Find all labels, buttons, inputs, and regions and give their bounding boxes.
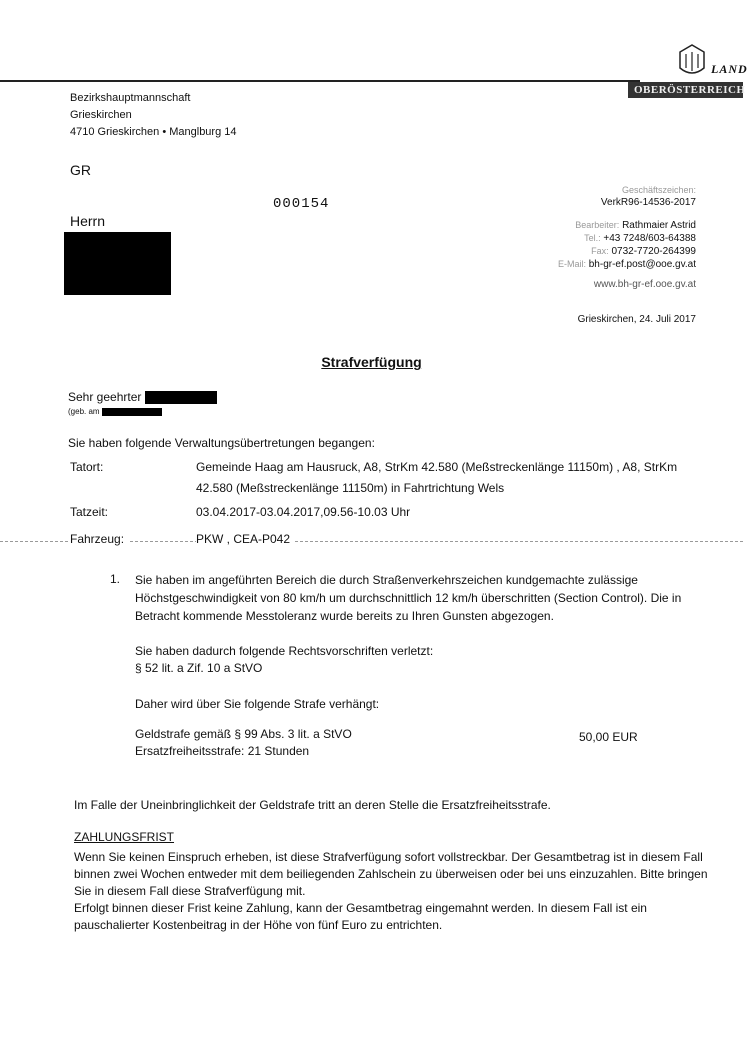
tatzeit-value: 03.04.2017-03.04.2017,09.56-10.03 Uhr [196, 505, 411, 519]
fax-line [558, 245, 696, 258]
payment-text-2: Erfolgt binnen dieser Frist keine Zahlung, kann der Gesamtbetrag eingemahnt werden. In diesem Fall ist ein pauschalierter Kostenbeitrag in der Höhe von fünf Euro zu entrichten. [74, 901, 647, 932]
fax-value: 0732-7720-264399 [611, 246, 696, 257]
intro-text: Sie haben folgende Verwaltungsübertretungen begangen: [68, 436, 375, 450]
editor-value: Rathmaier Astrid [622, 220, 696, 231]
website: www.bh-gr-ef.ooe.gv.at [593, 279, 696, 290]
email-line [558, 258, 696, 271]
sender-line-3: 4710 Grieskirchen • Manglburg 14 [70, 126, 237, 138]
fahrzeug-value: PKW , CEA-P042 [196, 529, 294, 550]
email-label: E-Mail: [557, 259, 586, 269]
reference-block [601, 184, 696, 209]
letter-date: Grieskirchen, 24. Juli 2017 [577, 314, 696, 325]
greeting-text: Sehr geehrter [68, 390, 142, 404]
substitute-penalty: Ersatzfreiheitsstrafe: 21 Stunden [135, 744, 310, 758]
tel-value: +43 7248/603-64388 [603, 233, 696, 244]
tatort-value: Gemeinde Haag am Hausruck, A8, StrKm 42.580 (Meßstreckenlänge 11150m) , A8, StrKm 42.580 (Meßstreckenlänge 11150m) in Fahrtrichtung Wels [196, 460, 678, 495]
editor-line [558, 219, 696, 232]
logo-text: LAND [711, 62, 748, 76]
document-title: Strafverfügung [321, 354, 422, 370]
logo-banner: OBERÖSTERREICH [628, 82, 743, 98]
reference-label: Geschäftszeichen: [621, 185, 696, 195]
payment-text-1: Wenn Sie keinen Einspruch erheben, ist diese Strafverfügung sofort vollstreckbar. Der Gesamtbetrag ist in diesem Fall binnen zwei Wochen entweder mit dem beiliegenden Zahlschein zu überweisen oder bei uns einzuzahlen. Bitte bringen Sie in diesem Fall diese Strafverfügung mit. [74, 850, 708, 898]
rules-intro: Sie haben dadurch folgende Rechtsvorschriften verletzt: [135, 644, 434, 658]
email-value: bh-gr-ef.post@ooe.gv.at [588, 259, 696, 270]
fine-label: Geldstrafe gemäß § 99 Abs. 3 lit. a StVO [135, 727, 352, 741]
gr-label: GR [70, 162, 91, 178]
birthdate-line [68, 407, 162, 416]
contact-block [558, 219, 696, 271]
sender-address [70, 90, 237, 141]
birthdate-label: (geb. am [68, 407, 100, 416]
tel-line [558, 232, 696, 245]
uncollectable-note: Im Falle der Uneinbringlichkeit der Geldstrafe tritt an deren Stelle die Ersatzfreiheitsstrafe. [74, 798, 551, 812]
coat-of-arms-icon [672, 42, 712, 80]
penalty-intro: Daher wird über Sie folgende Strafe verhängt: [135, 697, 380, 711]
fine-amount: 50,00 EUR [579, 730, 638, 744]
tatzeit-label: Tatzeit: [70, 505, 109, 519]
greeting [68, 390, 217, 404]
sender-line-2: Grieskirchen [70, 109, 132, 121]
redacted-address [64, 232, 171, 295]
header-rule [0, 80, 640, 82]
recipient-salutation: Herrn [70, 213, 106, 229]
rules-list: § 52 lit. a Zif. 10 a StVO [135, 661, 263, 675]
tel-label: Tel.: [584, 233, 601, 243]
redacted-name [145, 391, 217, 404]
editor-label: Bearbeiter: [575, 220, 620, 230]
tatort-label: Tatort: [70, 460, 104, 474]
violation-number: 1. [110, 572, 121, 586]
payment-heading: ZAHLUNGSFRIST [74, 830, 175, 844]
violation-text: Sie haben im angeführten Bereich die durch Straßenverkehrszeichen kundgemachte zulässige Höchstgeschwindigkeit von 80 km/h um durchschnittlich 12 km/h überschritten (Section Control). Die in Betracht kommende Messtoleranz wurde bereits zu Ihren Gunsten abgezogen. [135, 573, 682, 623]
sender-line-1: Bezirkshauptmannschaft [70, 92, 191, 104]
document-number: 000154 [273, 196, 330, 212]
reference-value: VerkR96-14536-2017 [600, 197, 696, 208]
state-logo [628, 42, 748, 114]
redacted-birthdate [102, 408, 162, 416]
fahrzeug-label: Fahrzeug: [70, 532, 128, 546]
fax-label: Fax: [591, 246, 609, 256]
